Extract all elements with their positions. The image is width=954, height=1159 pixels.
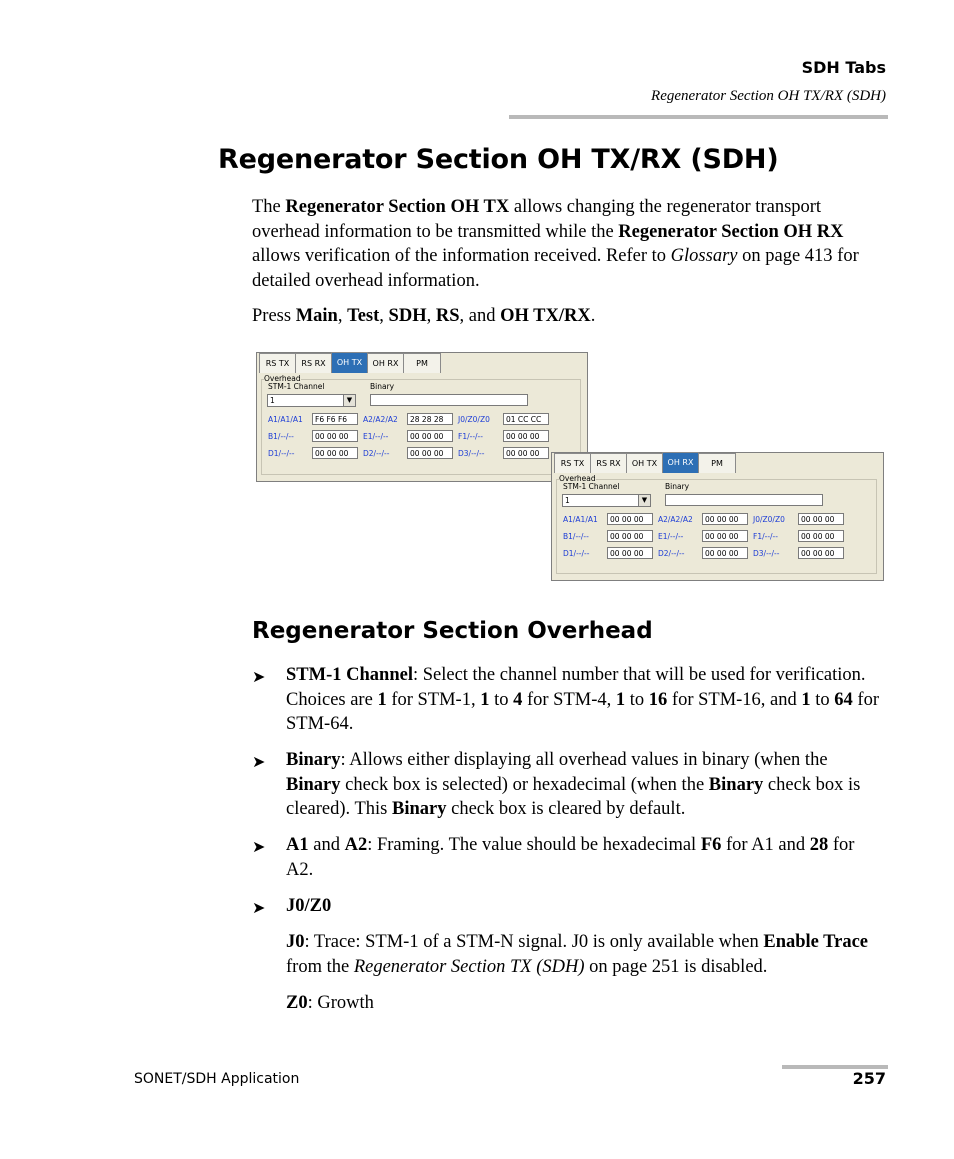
overhead-byte-field[interactable]: 00 00 00 [798,530,844,542]
tab-oh-tx[interactable]: OH TX [626,453,663,473]
z0-description: Z0: Growth [286,993,374,1013]
stm1-channel-value: 1 [270,396,275,405]
overhead-byte-field[interactable]: 00 00 00 [607,547,653,559]
bullet-binary: Binary: Allows either displaying all overhead values in binary (when the Binary check box is selected) or hexadecimal (when the Binary check box is cleared). This Binary check box is cleared by default. [286,750,861,820]
running-header-subsection: Regenerator Section OH TX/RX (SDH) [651,88,886,104]
overhead-byte-label: F1/--/-- [753,532,778,541]
overhead-group [261,374,581,475]
overhead-byte-label: F1/--/-- [458,432,483,441]
overhead-byte-field[interactable]: 00 00 00 [702,530,748,542]
intro-paragraph: The Regenerator Section OH TX allows changing the regenerator transport overhead information to be transmitted while the Regenerator Section OH RX allows verification of the information received. Refer to Glossary on page 413 for detailed overhead information. [252,197,859,291]
stm1-channel-value: 1 [565,496,570,505]
overhead-byte-label: A2/A2/A2 [363,415,398,424]
overhead-byte-field[interactable]: 00 00 00 [607,530,653,542]
page-number: 257 [852,1069,886,1088]
running-header-section: SDH Tabs [801,58,886,77]
dropdown-arrow-icon[interactable]: ▼ [343,395,355,406]
j0-description: J0: Trace: STM-1 of a STM-N signal. J0 is only available when Enable Trace from the Regenerator Section TX (SDH) on page 251 is disabled. [286,932,869,977]
header-rule [509,115,888,119]
overhead-byte-field[interactable]: 00 00 00 [798,513,844,525]
bullet-arrow-icon: ➤ [252,669,266,686]
overhead-group-label: Overhead [264,374,301,383]
overhead-group-label: Overhead [559,474,596,483]
overhead-byte-label: D2/--/-- [658,549,685,558]
overhead-byte-field[interactable]: 00 00 00 [702,513,748,525]
overhead-byte-label: B1/--/-- [268,432,294,441]
binary-label: Binary [370,382,395,391]
dropdown-arrow-icon[interactable]: ▼ [638,495,650,506]
overhead-byte-label: A2/A2/A2 [658,515,693,524]
bullet-a1-a2: A1 and A2: Framing. The value should be hexadecimal F6 for A1 and 28 for A2. [286,835,855,880]
bullet-arrow-icon: ➤ [252,839,266,856]
overhead-byte-field[interactable]: 00 00 00 [312,430,358,442]
overhead-byte-label: J0/Z0/Z0 [458,415,490,424]
section-heading: Regenerator Section Overhead [252,618,653,644]
tab-rs-tx[interactable]: RS TX [259,353,296,373]
tab-rs-rx[interactable]: RS RX [295,353,332,373]
overhead-byte-field[interactable]: 00 00 00 [798,547,844,559]
overhead-byte-field[interactable]: 00 00 00 [607,513,653,525]
stm1-channel-select[interactable] [267,394,356,407]
overhead-byte-field[interactable]: 00 00 00 [503,430,549,442]
overhead-byte-label: B1/--/-- [563,532,589,541]
stm1-channel-label: STM-1 Channel [268,382,325,391]
overhead-byte-label: D1/--/-- [268,449,295,458]
tab-pm[interactable]: PM [698,453,736,473]
overhead-byte-label: D1/--/-- [563,549,590,558]
overhead-byte-field[interactable]: 00 00 00 [407,430,453,442]
overhead-byte-field[interactable]: 28 28 28 [407,413,453,425]
binary-label: Binary [665,482,690,491]
overhead-group [556,474,877,574]
overhead-byte-field[interactable]: 00 00 00 [312,447,358,459]
page-title: Regenerator Section OH TX/RX (SDH) [218,144,779,175]
overhead-byte-field[interactable]: 01 CC CC [503,413,549,425]
overhead-byte-label: A1/A1/A1 [563,515,598,524]
oh-rx-screenshot [551,452,884,581]
tab-rs-rx[interactable]: RS RX [590,453,627,473]
press-instruction: Press Main, Test, SDH, RS, and OH TX/RX. [252,306,596,326]
overhead-byte-field[interactable]: 00 00 00 [407,447,453,459]
oh-tx-screenshot [256,352,588,482]
tab-oh-tx[interactable]: OH TX [331,352,368,373]
bullet-stm-channel: STM-1 Channel: Select the channel number that will be used for verification. Choices are 1 for STM-1, 1 to 4 for STM-4, 1 to 16 for STM-16, and 1 to 64 for STM-64. [286,665,879,735]
stm1-channel-select[interactable] [562,494,651,507]
binary-field[interactable] [665,494,823,506]
overhead-byte-label: A1/A1/A1 [268,415,303,424]
bullet-arrow-icon: ➤ [252,900,266,917]
overhead-byte-label: D2/--/-- [363,449,390,458]
binary-field[interactable] [370,394,528,406]
overhead-byte-label: D3/--/-- [458,449,485,458]
overhead-byte-label: E1/--/-- [658,532,684,541]
bullet-j0-z0: J0/Z0 [286,896,332,916]
footer-document-name: SONET/SDH Application [134,1071,300,1087]
tab-oh-rx[interactable]: OH RX [367,353,404,373]
tab-oh-rx[interactable]: OH RX [662,452,699,473]
bullet-arrow-icon: ➤ [252,754,266,771]
overhead-byte-field[interactable]: 00 00 00 [702,547,748,559]
overhead-byte-field[interactable]: 00 00 00 [503,447,549,459]
overhead-byte-label: E1/--/-- [363,432,389,441]
tab-rs-tx[interactable]: RS TX [554,453,591,473]
stm1-channel-label: STM-1 Channel [563,482,620,491]
overhead-byte-label: D3/--/-- [753,549,780,558]
tab-pm[interactable]: PM [403,353,441,373]
overhead-byte-field[interactable]: F6 F6 F6 [312,413,358,425]
overhead-byte-label: J0/Z0/Z0 [753,515,785,524]
